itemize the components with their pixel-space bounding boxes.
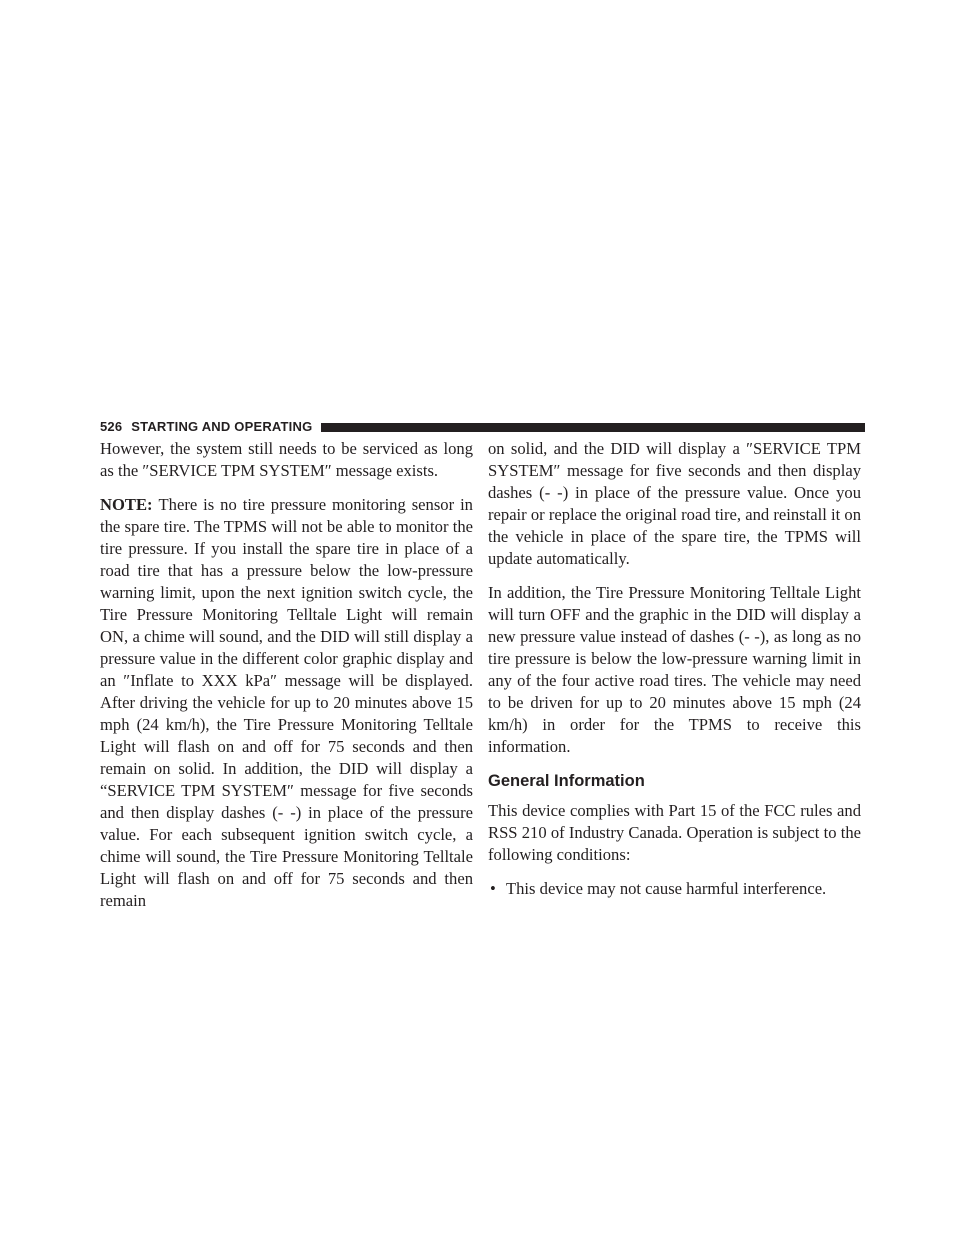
header-rule-bar <box>321 423 865 432</box>
bullet-text: This device may not cause harmful interference. <box>506 879 827 898</box>
left-column <box>100 438 473 924</box>
section-title: STARTING AND OPERATING <box>131 419 313 434</box>
page-number: 526 <box>100 419 123 434</box>
right-paragraph-3: This device complies with Part 15 of the FCC rules and RSS 210 of Industry Canada. Operation is subject to the following conditions: <box>488 801 861 864</box>
left-paragraph-1: However, the system still needs to be serviced as long as the ″SERVICE TPM SYSTEM″ message exists. <box>100 439 473 480</box>
right-paragraph-1: on solid, and the DID will display a ″SERVICE TPM SYSTEM″ message for five seconds and then display dashes (- -) in place of the pressure value. Once you repair or replace the original road tire, and reinstall it on the vehicle in place of the spare tire, the TPMS will update automatically. <box>488 439 861 568</box>
general-information-heading: General Information <box>488 772 645 790</box>
right-paragraph-2: In addition, the Tire Pressure Monitoring Telltale Light will turn OFF and the graphic in the DID will display a new pressure value instead of dashes (- -), as long as no tire pressure is below the low-pressure warning limit in any of the four active road tires. The vehicle may need to be driven for up to 20 minutes above 15 mph (24 km/h) in order for the TPMS to receive this information. <box>488 583 861 756</box>
note-text: There is no tire pressure monitoring sensor in the spare tire. The TPMS will not be able to monitor the tire pressure. If you install the spare tire in place of a road tire that has a pressure below the low-pressure warning limit, upon the next ignition switch cycle, the Tire Pressure Monitoring Telltale Light will remain ON, a chime will sound, and the DID will still display a pressure value in the different color graphic display and an ″Inflate to XXX kPa″ message will be displayed. After driving the vehicle for up to 20 minutes above 15 mph (24 km/h), the Tire Pressure Monitoring Telltale Light will flash on and off for 75 seconds and then remain on solid. In addition, the DID will display a “SERVICE TPM SYSTEM″ message for five seconds and then display dashes (- -) in place of the pressure value. For each subsequent ignition switch cycle, a chime will sound, the Tire Pressure Monitoring Telltale Light will flash on and off for 75 seconds and then remain <box>100 495 473 910</box>
page-header <box>100 421 865 433</box>
bullet-item <box>488 878 861 900</box>
right-column <box>488 438 861 900</box>
bullet-icon: • <box>490 879 496 898</box>
note-paragraph <box>100 494 473 912</box>
note-label: NOTE: <box>100 495 153 514</box>
